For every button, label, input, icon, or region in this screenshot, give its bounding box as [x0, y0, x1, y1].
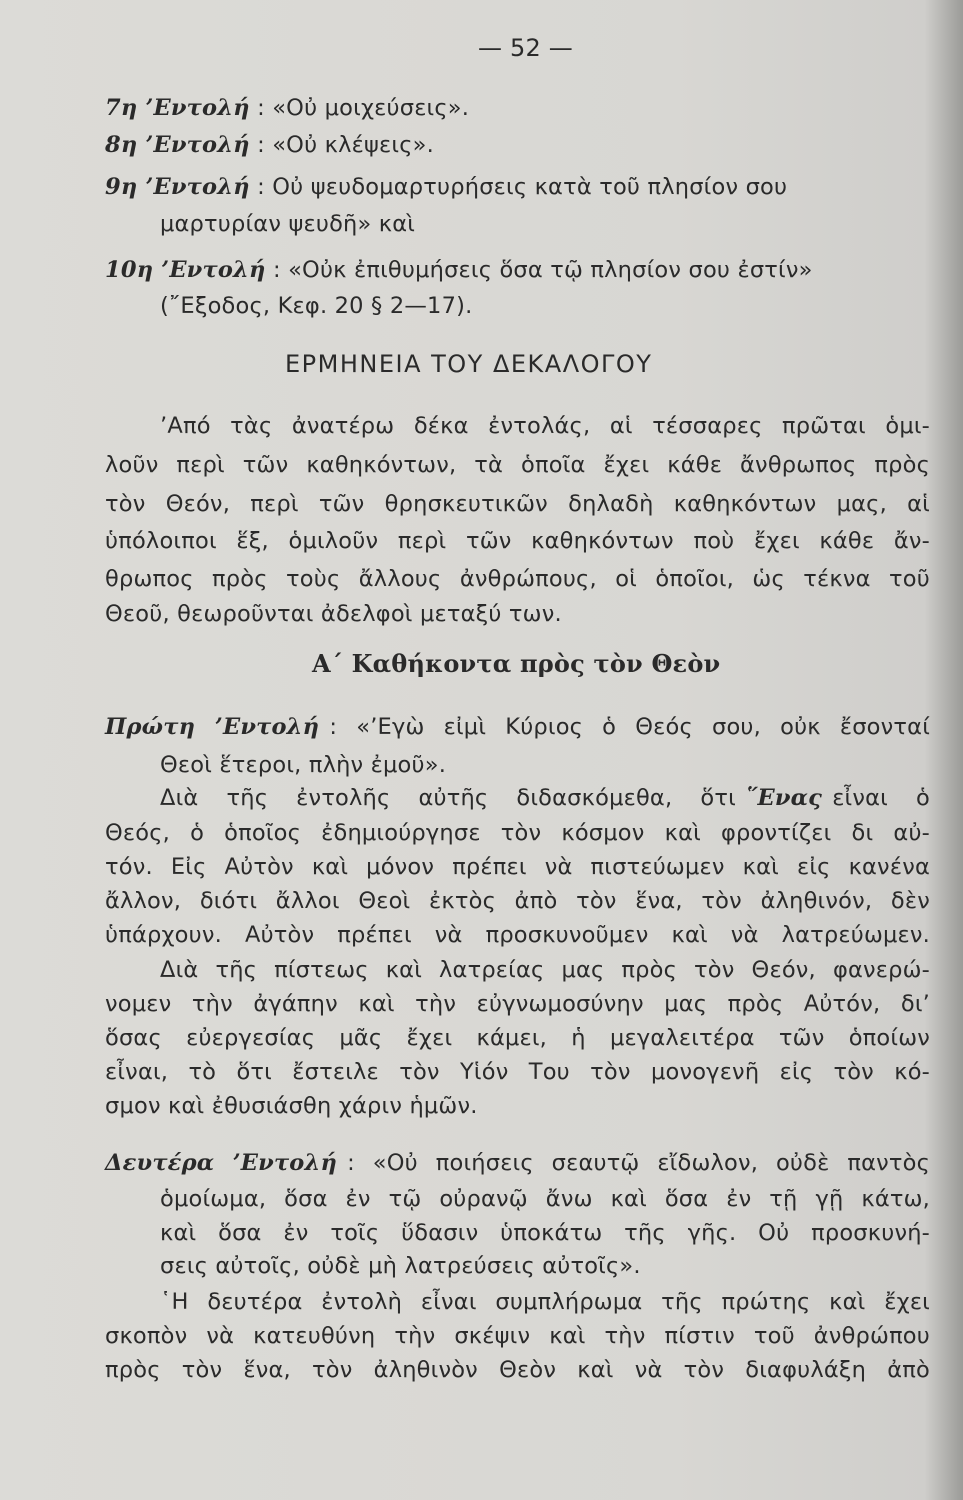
- paragraph-line: ῾Η δευτέρα ἐντολὴ εἶναι συμπλήρωμα τῆς πρώτης καὶ ἔχει: [160, 1289, 930, 1315]
- commandment-label: 9η ’Εντολή: [105, 174, 250, 200]
- paragraph-line: τόν. Εἰς Αὐτὸν καὶ μόνον πρέπει νὰ πιστεύωμεν καὶ εἰς κανένα: [105, 854, 930, 880]
- paragraph-line: Διὰ τῆς πίστεως καὶ λατρείας μας πρὸς τὸν Θεόν, φανερώ-: [160, 957, 930, 983]
- paragraph-line: ἄλλον, διότι ἄλλοι Θεοὶ ἐκτὸς ἀπὸ τὸν ἕνα, τὸν ἀληθινόν, δὲν: [105, 888, 930, 914]
- paragraph-line: Θεός, ὁ ὁποῖος ἐδημιούργησε τὸν κόσμον καὶ φροντίζει δι αὐ-: [105, 820, 930, 846]
- commandment-text: : «Οὐ κλέψεις».: [249, 132, 434, 158]
- second-commandment-continued: καὶ ὅσα ἐν τοῖς ὕδασιν ὑποκάτω τῆς γῆς. Οὐ προσκυνή-: [160, 1220, 930, 1246]
- paragraph-line: ’Από τὰς ἀνατέρω δέκα ἐντολάς, αἱ τέσσαρες πρῶται ὁμι-: [160, 413, 930, 439]
- commandment-10: [105, 256, 930, 284]
- emphasized-word: ῞Ενας: [746, 785, 823, 811]
- paragraph-line: ὑπόλοιποι ἕξ, ὁμιλοῦν περὶ τῶν καθηκόντων ποὺ ἔχει κάθε ἄν-: [105, 528, 930, 554]
- text-run: Διὰ τῆς ἐντολῆς αὐτῆς διδασκόμεθα, ὅτι: [160, 785, 736, 811]
- paragraph-line: νομεν τὴν ἀγάπην καὶ τὴν εὐγνωμοσύνην μας πρὸς Αὐτόν, δι’: [105, 991, 930, 1017]
- second-commandment-continued: ὁμοίωμα, ὅσα ἐν τῷ οὐρανῷ ἄνω καὶ ὅσα ἐν τῇ γῇ κάτω,: [160, 1186, 930, 1212]
- paragraph-line: σμον καὶ ἐθυσιάσθη χάριν ἡμῶν.: [105, 1093, 478, 1119]
- commandment-7: [105, 94, 469, 122]
- commandment-text: : «Οὐκ ἐπιθυμήσεις ὅσα τῷ πλησίον σου ἐστίν»: [265, 257, 813, 283]
- commandment-9-continued: μαρτυρίαν ψευδῆ» καὶ: [160, 211, 416, 237]
- text-run: εἶναι ὁ: [832, 785, 931, 811]
- subsection-heading: Α΄ Καθήκοντα πρὸς τὸν Θεὸν: [312, 649, 721, 678]
- commandment-label: Πρώτη ’Εντολή: [105, 714, 320, 740]
- commandment-text: : «Οὐ μοιχεύσεις».: [249, 95, 470, 121]
- paragraph-line: Θεοῦ, θεωροῦνται ἀδελφοὶ μεταξύ των.: [105, 601, 562, 627]
- section-heading: ΕΡΜΗΝΕΙΑ ΤΟΥ ΔΕΚΑΛΟΓΟΥ: [285, 350, 653, 378]
- page-number: — 52 —: [478, 34, 573, 62]
- paragraph-line: [160, 784, 930, 812]
- commandment-text: : Οὐ ψευδομαρτυρήσεις κατὰ τοῦ πλησίον σου: [249, 174, 788, 200]
- paragraph-line: εἶναι, τὸ ὅτι ἔστειλε τὸν Υἱόν Του τὸν μονογενῆ εἰς τὸν κό-: [105, 1059, 930, 1085]
- paragraph-line: σκοπὸν νὰ κατευθύνη τὴν σκέψιν καὶ τὴν πίστιν τοῦ ἀνθρώπου: [105, 1323, 930, 1349]
- paragraph-line: λοῦν περὶ τῶν καθηκόντων, τὰ ὁποῖα ἔχει κάθε ἄνθρωπος πρὸς: [105, 452, 930, 478]
- commandment-label: Δευτέρα ’Εντολή: [105, 1150, 338, 1176]
- paragraph-line: πρὸς τὸν ἕνα, τὸν ἀληθινὸν Θεὸν καὶ νὰ τὸν διαφυλάξη ἀπὸ: [105, 1357, 930, 1383]
- paragraph-line: θρωπος πρὸς τοὺς ἄλλους ἀνθρώπους, οἱ ὁποῖοι, ὡς τέκνα τοῦ: [105, 566, 930, 592]
- commandment-label: 7η ’Εντολή: [105, 95, 250, 121]
- second-commandment-continued: σεις αὐτοῖς, οὐδὲ μὴ λατρεύσεις αὐτοῖς».: [160, 1253, 641, 1279]
- commandment-label: 8η ’Εντολή: [105, 132, 250, 158]
- second-commandment: [105, 1149, 930, 1177]
- paragraph-line: ὅσας εὐεργεσίας μᾶς ἔχει κάμει, ἡ μεγαλειτέρα τῶν ὁποίων: [105, 1025, 930, 1051]
- scripture-reference: (῎Εξοδος, Κεφ. 20 § 2—17).: [160, 293, 473, 319]
- commandment-text: : «’Εγὼ εἰμὶ Κύριος ὁ Θεός σου, οὐκ ἔσονταί: [329, 714, 931, 740]
- commandment-8: [105, 131, 434, 159]
- commandment-label: 10η ’Εντολή: [105, 257, 266, 283]
- paragraph-line: ὑπάρχουν. Αὐτὸν πρέπει νὰ προσκυνοῦμεν καὶ νὰ λατρεύωμεν.: [105, 922, 930, 948]
- paragraph-line: τὸν Θεόν, περὶ τῶν θρησκευτικῶν δηλαδὴ καθηκόντων μας, αἱ: [105, 491, 930, 517]
- commandment-9: [105, 173, 930, 201]
- first-commandment-continued: Θεοὶ ἕτεροι, πλὴν ἐμοῦ».: [160, 752, 447, 778]
- commandment-text: : «Οὐ ποιήσεις σεαυτῷ εἴδωλον, οὐδὲ παντὸς: [347, 1150, 930, 1176]
- first-commandment: [105, 713, 930, 741]
